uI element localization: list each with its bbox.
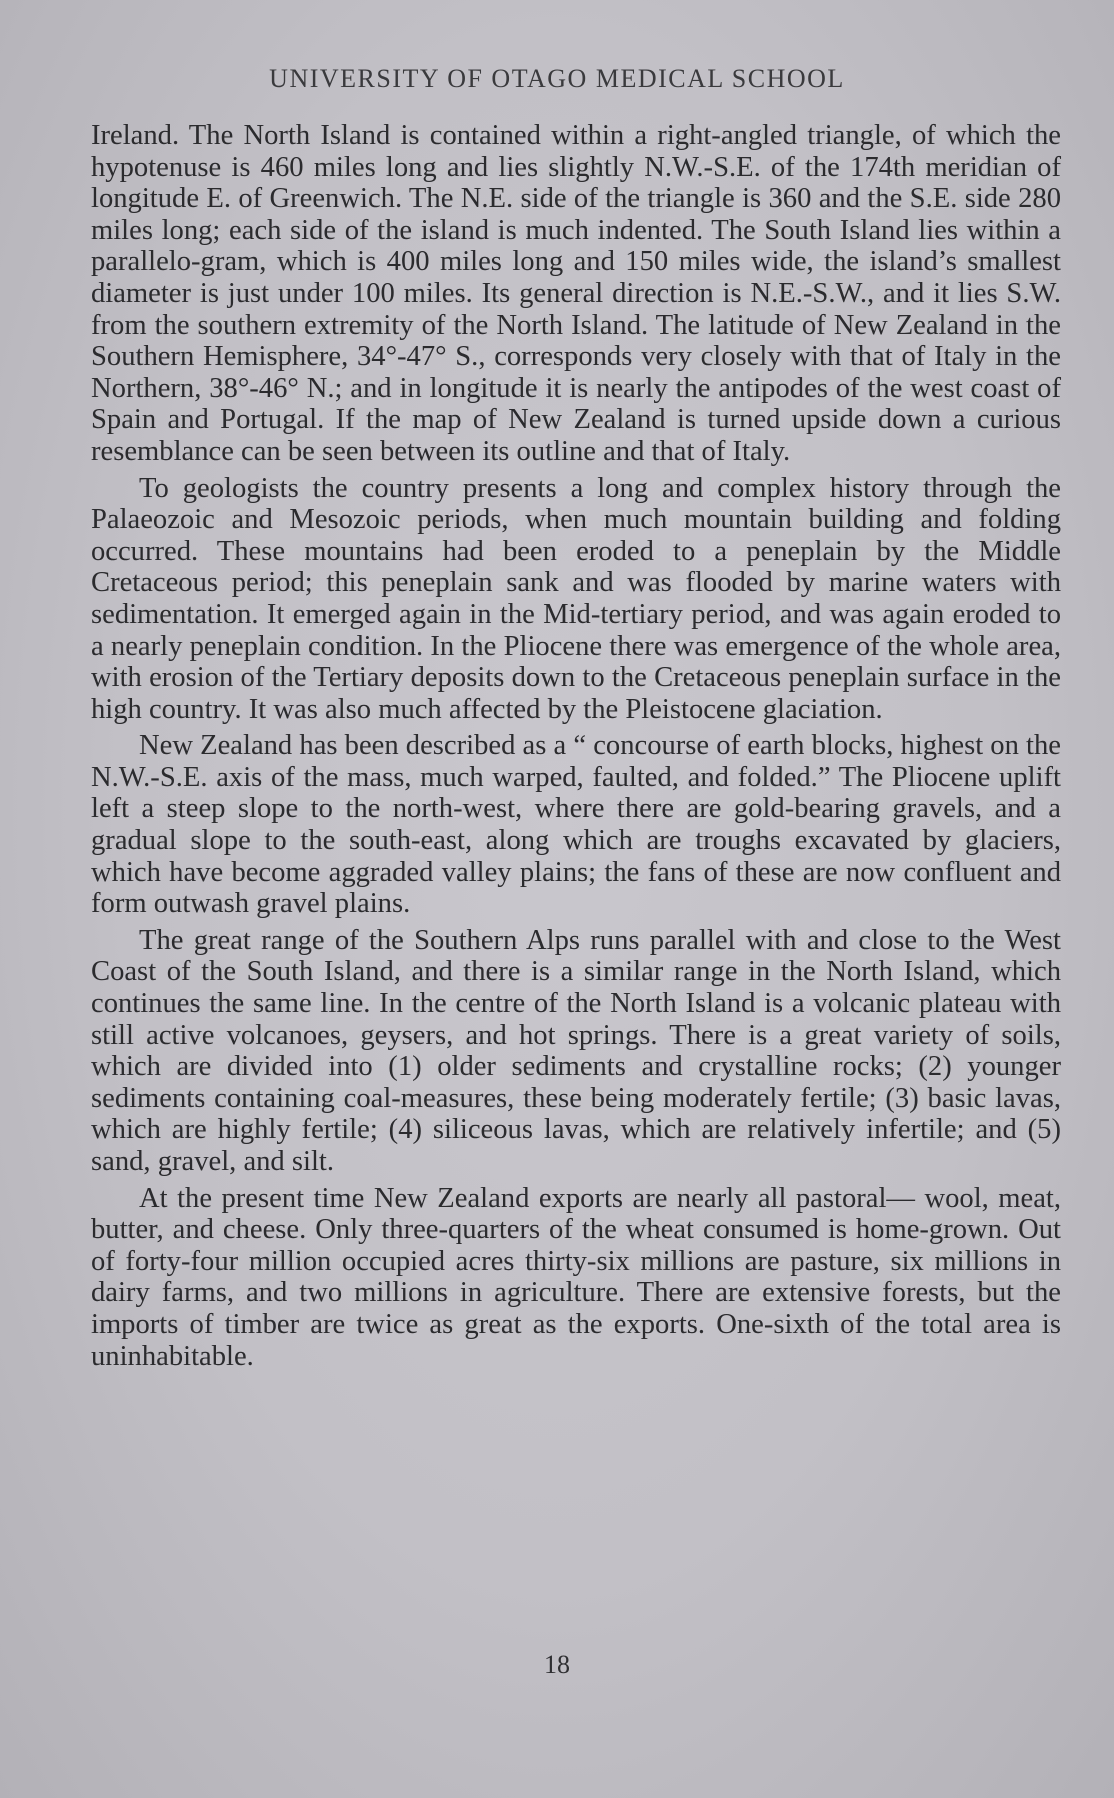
running-head: UNIVERSITY OF OTAGO MEDICAL SCHOOL xyxy=(269,64,845,93)
page-number: 18 xyxy=(544,1650,570,1679)
paragraph-southern-alps-soils: The great range of the Southern Alps runs parallel with and close to the West Coast of the South Island, and there is a similar range in the North Island, which continues the same line. In the centre of the North Island is a volcanic plateau with still active volcanoes, geysers, and hot springs. There is a great variety of soils, which are divided into (1) older sediments and crystalline rocks; (2) younger sediments containing coal-measures, these being moderately fertile; (3) basic lavas, which are highly fertile; (4) siliceous lavas, which are relatively infertile; and (5) sand, gravel, and silt. xyxy=(91,924,1061,1177)
paragraph-exports: At the present time New Zealand exports are nearly all pastoral— wool, meat, butter, and cheese. Only three-quarters of the wheat consumed is home-grown. Out of forty-four million occupied acres thirty-six millions are pasture, six millions in dairy farms, and two millions in agriculture. There are extensive forests, but the imports of timber are twice as great as the exports. One-sixth of the total area is uninhabitable. xyxy=(91,1182,1061,1372)
paragraph-earth-blocks: New Zealand has been described as a “ concourse of earth blocks, highest on the N.W.-S.E. axis of the mass, much warped, faulted, and folded.” The Pliocene uplift left a steep slope to the north-west, where there are gold-bearing gravels, and a gradual slope to the south-east, along which are troughs excavated by glaciers, which have become aggraded valley plains; the fans of these are now confluent and form outwash gravel plains. xyxy=(91,730,1061,920)
paragraph-geography: Ireland. The North Island is contained within a right-angled triangle, of which the hypotenuse is 460 miles long and lies slightly N.W.-S.E. of the 174th meridian of longitude E. of Greenwich. The N.E. side of the triangle is 360 and the S.E. side 280 miles long; each side of the island is much indented. The South Island lies within a parallelo-gram, which is 400 miles long and 150 miles wide, the island’s smallest diameter is just under 100 miles. Its general direction is N.E.-S.W., and it lies S.W. from the southern extremity of the North Island. The latitude of New Zealand in the Southern Hemisphere, 34°-47° S., corresponds very closely with that of Italy in the Northern, 38°-46° N.; and in longitude it is nearly the antipodes of the west coast of Spain and Portugal. If the map of New Zealand is turned upside down a curious resemblance can be seen between its outline and that of Italy. xyxy=(91,120,1061,467)
body-text xyxy=(91,120,1061,1377)
paragraph-geology: To geologists the country presents a long and complex history through the Palaeozoic and Mesozoic periods, when much mountain building and folding occurred. These mountains had been eroded to a peneplain by the Middle Cretaceous period; this peneplain sank and was flooded by marine waters with sedimentation. It emerged again in the Mid-tertiary period, and was again eroded to a nearly peneplain condition. In the Pliocene there was emergence of the whole area, with erosion of the Tertiary deposits down to the Cretaceous peneplain surface in the high country. It was also much affected by the Pleistocene glaciation. xyxy=(91,472,1061,725)
